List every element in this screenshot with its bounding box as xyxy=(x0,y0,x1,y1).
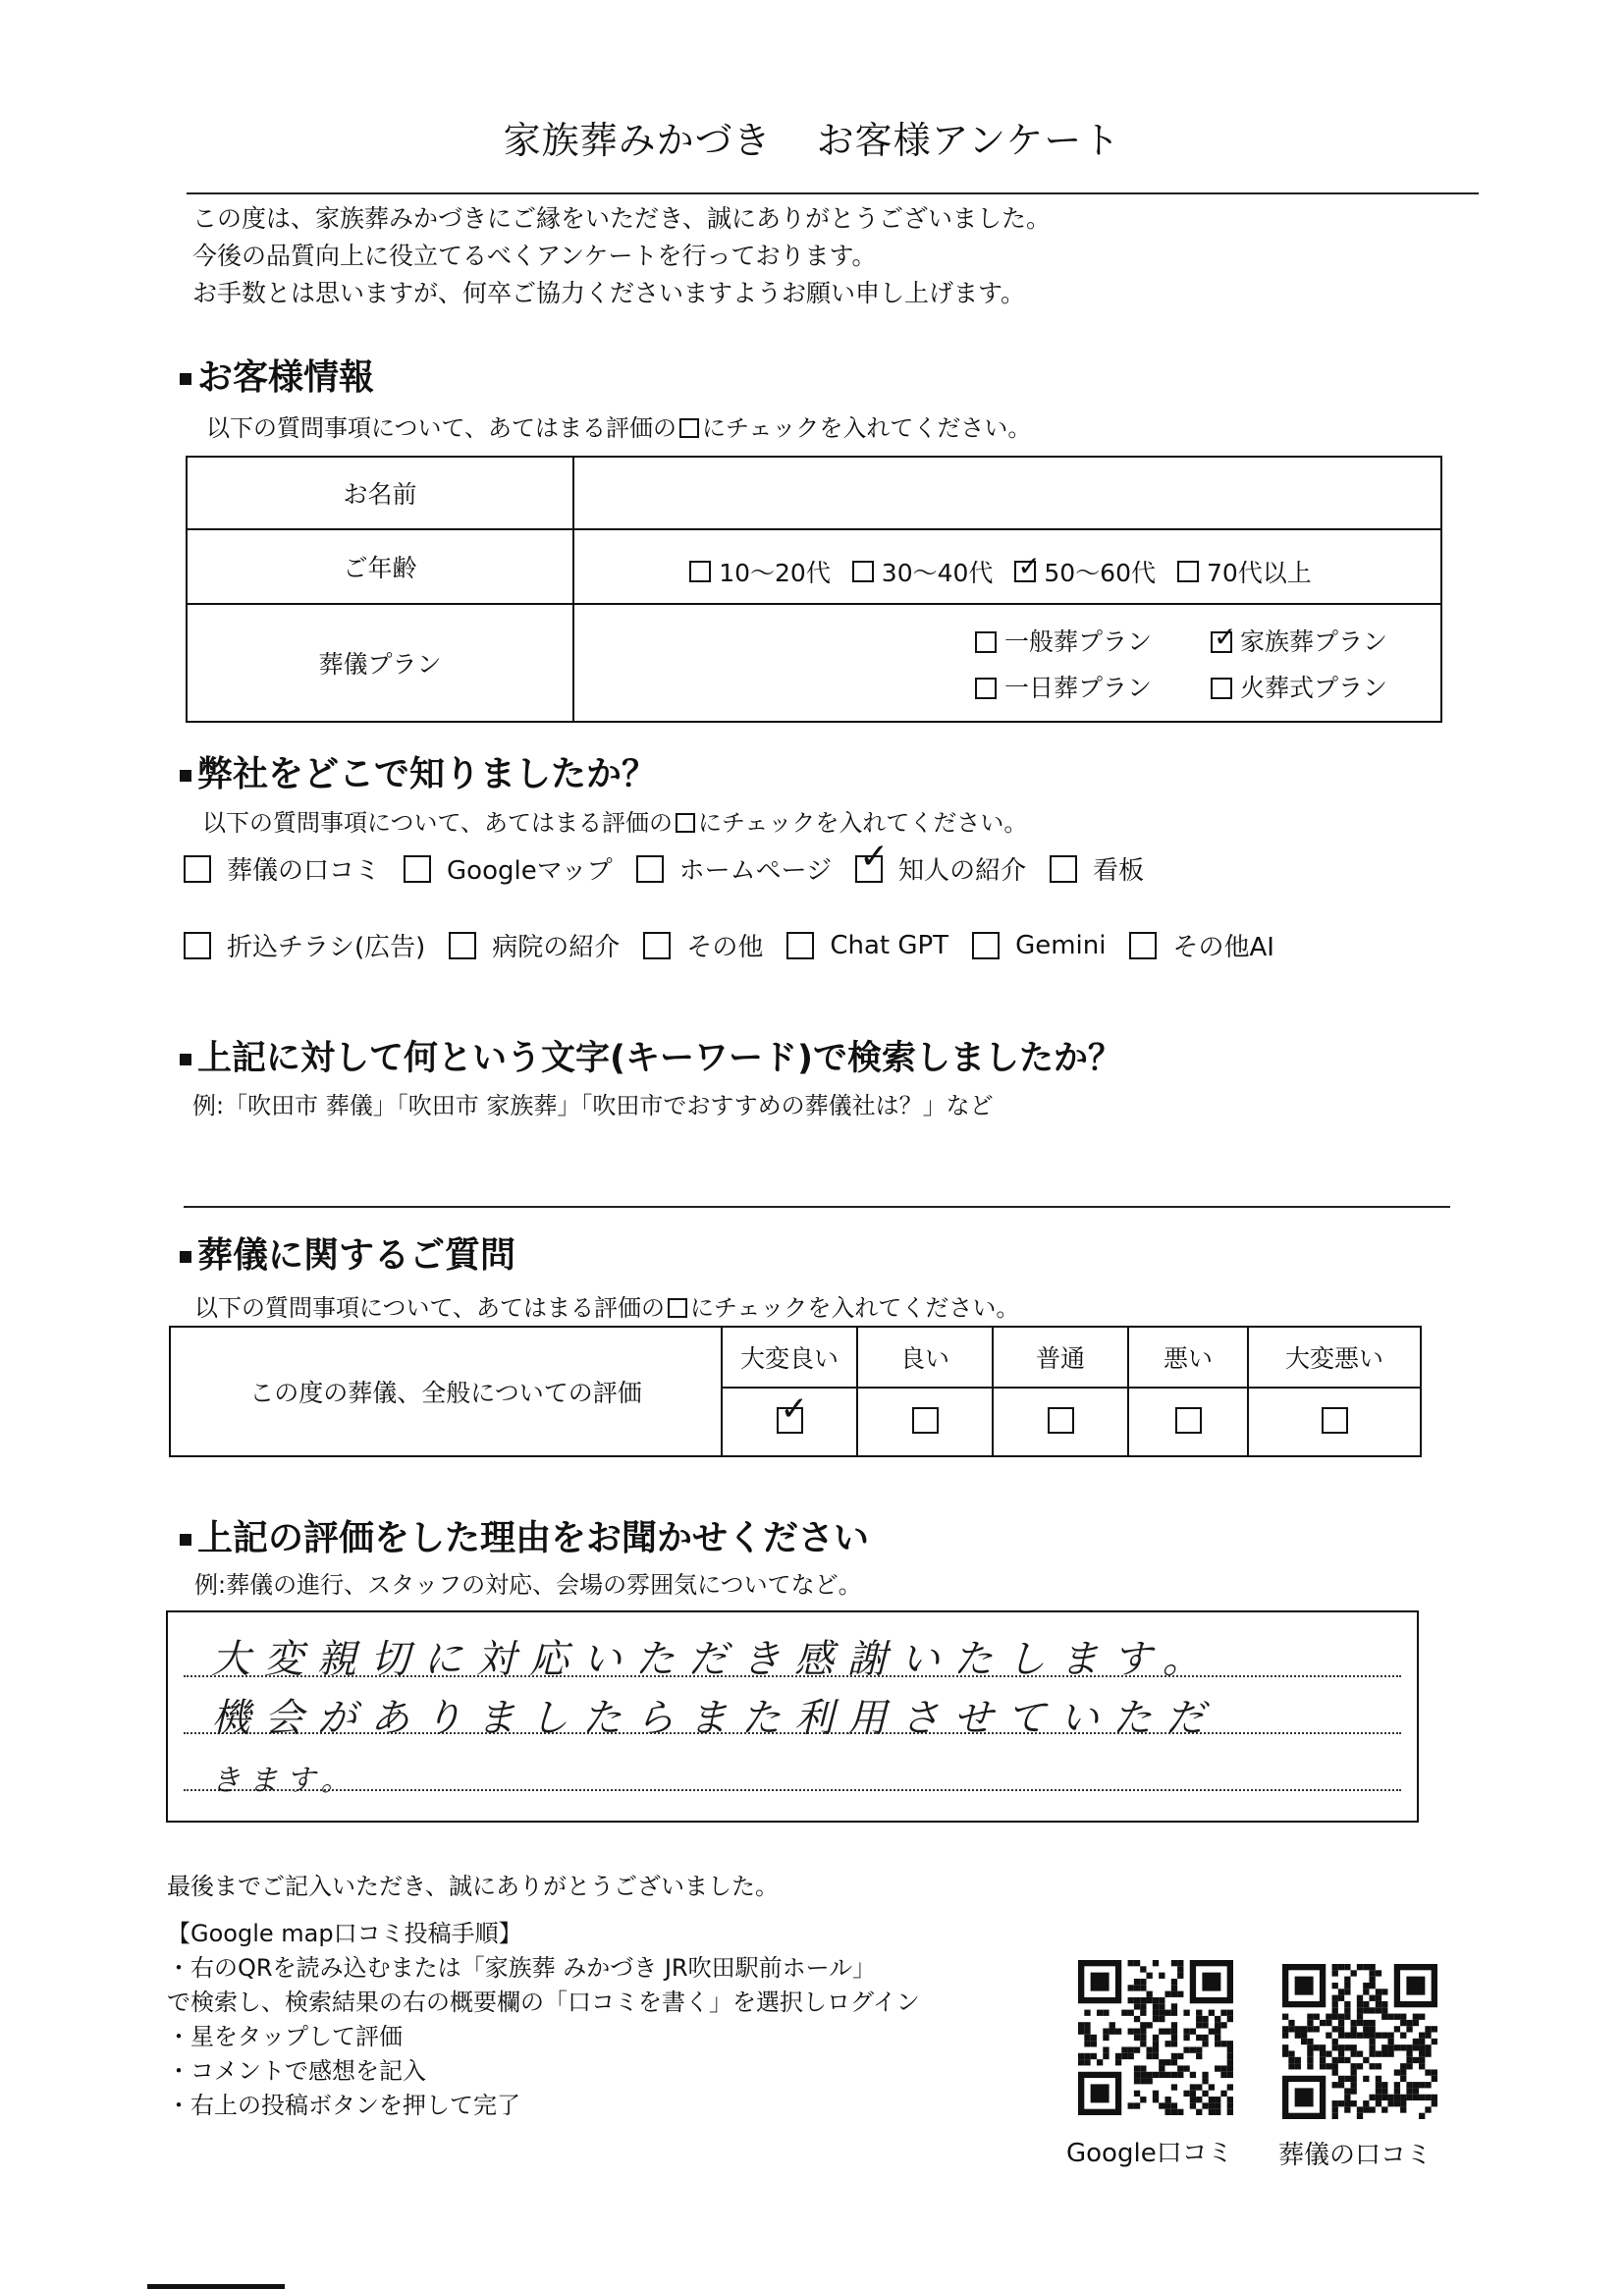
section-heading-text: 上記に対して何という文字(キーワード)で検索しましたか？ xyxy=(197,1039,1122,1078)
source-option-label: 看板 xyxy=(1093,856,1145,886)
source-checkbox-hospital[interactable] xyxy=(449,932,476,959)
guide-line: ・コメントで感想を記入 xyxy=(167,2057,426,2085)
plan-option-label: 一般葬プラン xyxy=(1004,627,1153,656)
source-option-label: その他AI xyxy=(1172,933,1274,962)
handwritten-line: きます。 xyxy=(211,1764,358,1798)
rating-question: この度の葬儀、全般についての評価 xyxy=(170,1327,722,1456)
guide-line: ・右上の投稿ボタンを押して完了 xyxy=(167,2092,520,2119)
source-checkbox-chatgpt[interactable] xyxy=(786,932,814,959)
age-option-label: 70代以上 xyxy=(1206,559,1312,587)
name-label: お名前 xyxy=(187,457,573,529)
age-checkbox-10-20[interactable] xyxy=(689,561,711,582)
name-field[interactable] xyxy=(573,457,1441,529)
source-option-label: 葬儀の口コミ xyxy=(227,856,381,886)
source-option-label: ホームページ xyxy=(678,856,833,886)
handwritten-line: 大変親切に対応いただき感謝いたします。 xyxy=(211,1637,1216,1682)
reason-example: 例:葬儀の進行、スタッフの対応、会場の雰囲気についてなど。 xyxy=(194,1571,862,1599)
age-label: ご年齢 xyxy=(187,529,573,604)
instruction-before: 以下の質問事項について、あてはまる評価の xyxy=(194,1294,666,1322)
plan-option-label: 火葬式プラン xyxy=(1239,674,1387,702)
source-options-row1 xyxy=(184,850,1167,887)
source-option-label: 病院の紹介 xyxy=(492,933,621,962)
funeral-review-qr-code[interactable] xyxy=(1282,1964,1437,2119)
source-checkbox-other[interactable] xyxy=(643,932,671,959)
rating-checkbox-bad[interactable] xyxy=(1175,1407,1202,1434)
bullet-square-icon xyxy=(180,770,191,782)
plan-options xyxy=(573,604,1441,722)
intro-text xyxy=(192,200,1051,312)
plan-checkbox-cremation[interactable] xyxy=(1211,678,1232,699)
source-checkbox-review[interactable] xyxy=(184,855,211,883)
guide-line: ・右のQRを読み込むまたは「家族葬 みかづき JR吹田駅前ホール」 xyxy=(167,1954,877,1982)
plan-checkbox-oneday[interactable] xyxy=(975,678,997,699)
source-checkbox-signboard[interactable] xyxy=(1050,855,1077,883)
age-option-label: 30～40代 xyxy=(881,559,994,587)
instruction-text xyxy=(202,803,1027,838)
intro-line: お手数とは思いますが、何卒ご協力くださいますようお願い申し上げます。 xyxy=(192,279,1026,307)
rating-scale-label: 大変悪い xyxy=(1248,1327,1421,1388)
rating-checkbox-very-good[interactable] xyxy=(777,1407,803,1434)
google-review-qr-code[interactable] xyxy=(1078,1960,1233,2115)
qr-label-funeral: 葬儀の口コミ xyxy=(1278,2141,1433,2170)
rating-checkbox-good[interactable] xyxy=(912,1407,939,1434)
source-checkbox-googlemap[interactable] xyxy=(404,855,431,883)
rating-checkbox-very-bad[interactable] xyxy=(1322,1407,1348,1434)
keyword-example: 例:「吹田市 葬儀」「吹田市 家族葬」「吹田市でおすすめの葬儀社は？」など xyxy=(192,1092,994,1119)
plan-checkbox-general[interactable] xyxy=(975,631,997,653)
checkbox-icon xyxy=(676,813,695,833)
guide-line: ・星をタップして評価 xyxy=(167,2023,403,2050)
plan-option-label: 一日葬プラン xyxy=(1004,674,1153,702)
source-checkbox-homepage[interactable] xyxy=(636,855,664,883)
intro-line: 今後の品質向上に役立てるべくアンケートを行っております。 xyxy=(192,242,877,270)
handwritten-line: 機会がありましたらまた利用させていただ xyxy=(211,1696,1218,1741)
rating-checkbox-average[interactable] xyxy=(1048,1407,1074,1434)
checkbox-icon xyxy=(679,418,699,438)
plan-label: 葬儀プラン xyxy=(187,604,573,722)
instruction-text xyxy=(194,1288,1019,1323)
plan-checkbox-family[interactable] xyxy=(1211,631,1232,653)
source-checkbox-other-ai[interactable] xyxy=(1129,932,1157,959)
source-option-label: 知人の紹介 xyxy=(898,856,1027,886)
age-checkbox-50-60[interactable] xyxy=(1014,561,1036,582)
plan-option-label: 家族葬プラン xyxy=(1239,627,1387,656)
source-checkbox-flyer[interactable] xyxy=(184,932,211,959)
source-checkbox-gemini[interactable] xyxy=(972,932,1000,959)
rating-scale-label: 大変良い xyxy=(722,1327,857,1388)
instruction-text xyxy=(206,409,1031,443)
section-heading-text: 弊社をどこで知りましたか？ xyxy=(197,754,658,794)
title-company: 家族葬みかづき xyxy=(503,119,772,162)
page-title xyxy=(0,110,1624,164)
rating-table xyxy=(169,1326,1422,1457)
keyword-answer-field[interactable] xyxy=(184,1167,1450,1202)
bullet-square-icon xyxy=(180,1534,191,1546)
rating-scale-label: 普通 xyxy=(993,1327,1128,1388)
source-option-label: 折込チラシ(広告) xyxy=(227,933,426,962)
section-heading-customer xyxy=(180,350,374,400)
age-option-label: 10～20代 xyxy=(719,559,831,587)
intro-line: この度は、家族葬みかづきにご縁をいただき、誠にありがとうございました。 xyxy=(192,204,1052,233)
source-option-label: Gemini xyxy=(1015,930,1107,960)
rating-scale-label: 悪い xyxy=(1128,1327,1248,1388)
age-checkbox-70-plus[interactable] xyxy=(1177,561,1199,582)
source-option-label: Googleマップ xyxy=(447,856,613,886)
customer-info-table xyxy=(186,456,1442,723)
source-option-label: Chat GPT xyxy=(830,930,949,960)
age-checkbox-30-40[interactable] xyxy=(852,561,874,582)
section-heading-reason xyxy=(180,1510,869,1560)
section-heading-source xyxy=(180,746,657,796)
checkbox-icon xyxy=(668,1298,687,1318)
keyword-answer-line xyxy=(184,1206,1450,1208)
bullet-square-icon xyxy=(180,1251,191,1263)
age-option-label: 50～60代 xyxy=(1044,559,1156,587)
google-review-guide xyxy=(167,1917,920,2123)
rating-scale-label: 良い xyxy=(857,1327,993,1388)
source-checkbox-referral[interactable] xyxy=(855,855,883,883)
title-survey: お客様アンケート xyxy=(816,119,1121,162)
instruction-before: 以下の質問事項について、あてはまる評価の xyxy=(206,414,677,442)
reason-answer-box[interactable] xyxy=(166,1610,1419,1823)
instruction-after: にチェックを入れてください。 xyxy=(698,809,1028,837)
section-heading-text: 葬儀に関するご質問 xyxy=(197,1235,516,1276)
answer-guide-line xyxy=(184,1789,1401,1791)
age-options xyxy=(573,529,1441,604)
scan-edge-mark xyxy=(147,2284,285,2289)
bullet-square-icon xyxy=(180,1054,191,1065)
instruction-after: にチェックを入れてください。 xyxy=(690,1294,1020,1322)
instruction-before: 以下の質問事項について、あてはまる評価の xyxy=(202,809,674,837)
section-heading-rating xyxy=(180,1227,515,1278)
section-heading-text: お客様情報 xyxy=(197,357,375,398)
qr-label-google: Google口コミ xyxy=(1066,2139,1233,2168)
instruction-after: にチェックを入れてください。 xyxy=(702,414,1032,442)
source-option-label: その他 xyxy=(686,933,764,962)
guide-title: 【Google map口コミ投稿手順】 xyxy=(167,1920,522,1947)
source-options-row2 xyxy=(184,927,1298,963)
section-heading-keyword xyxy=(180,1031,1122,1080)
footer-thanks: 最後までご記入いただき、誠にありがとうございました。 xyxy=(167,1873,780,1900)
bullet-square-icon xyxy=(180,373,191,385)
section-heading-text: 上記の評価をした理由をお聞かせください xyxy=(197,1518,870,1558)
guide-line: で検索し、検索結果の右の概要欄の「口コミを書く」を選択しログイン xyxy=(167,1989,920,2016)
title-divider xyxy=(187,192,1479,194)
